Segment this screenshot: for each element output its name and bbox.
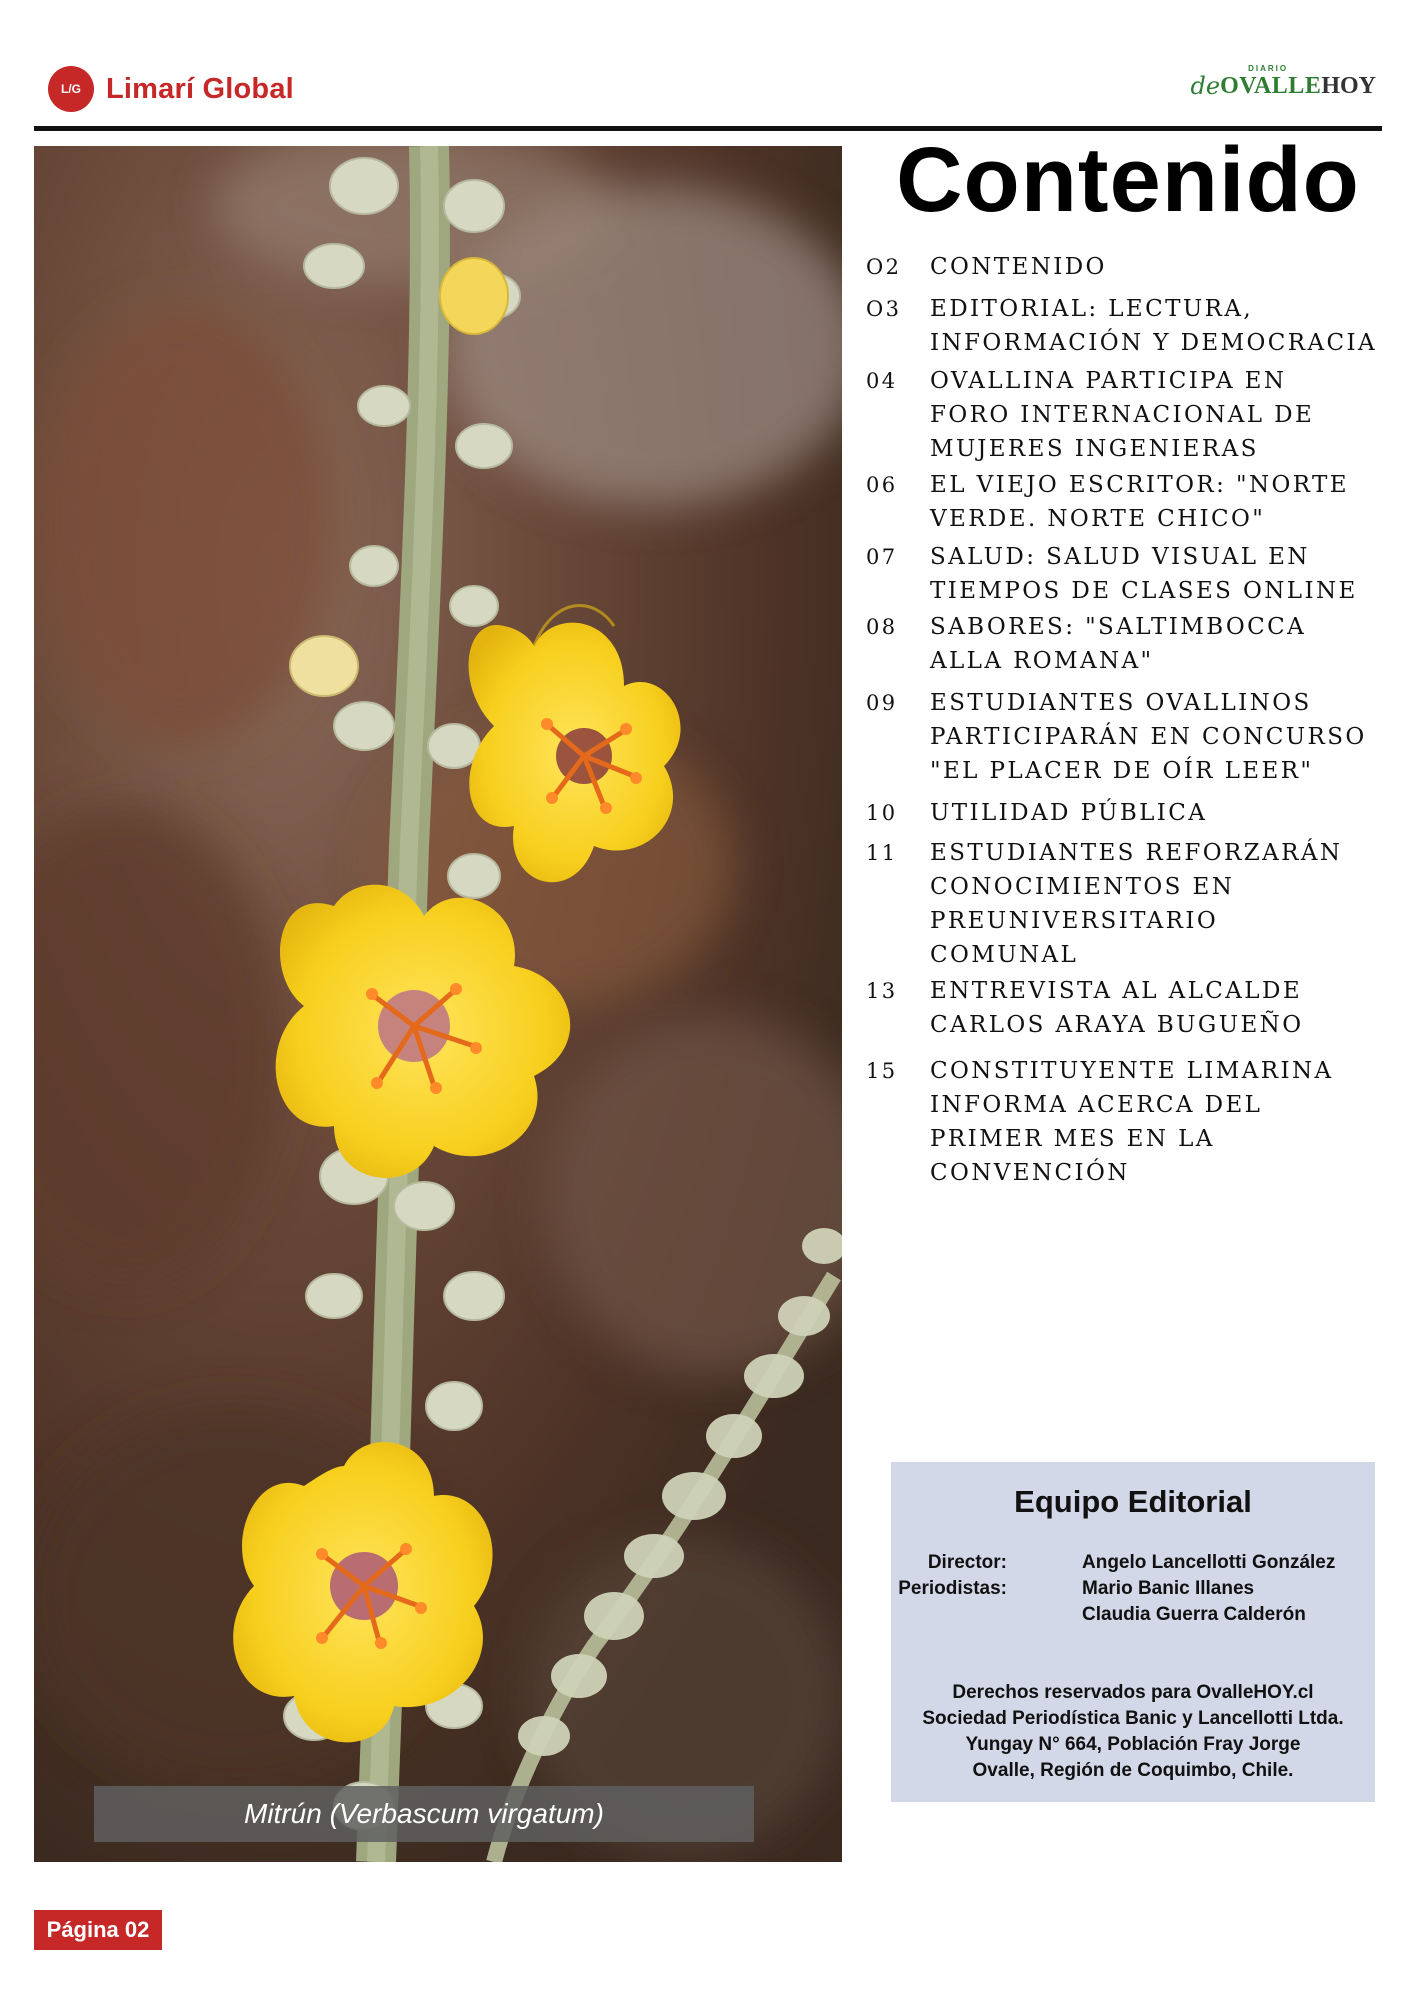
toc-item[interactable] [866, 610, 1390, 678]
toc-page-number: 11 [866, 841, 898, 865]
logo-ovalle [1220, 64, 1322, 100]
toc-title: ENTREVISTA AL ALCALDE CARLOS ARAYA BUGUEÑO [930, 978, 1304, 1038]
toc-page-number: 04 [866, 369, 898, 393]
logo-diario: DIARIO [1248, 64, 1289, 73]
toc-page-number: 09 [866, 691, 898, 715]
cover-photo [34, 146, 842, 1862]
rights-line: Ovalle, Región de Coquimbo, Chile. [972, 1760, 1294, 1781]
toc-page-number: 06 [866, 473, 898, 497]
editorial-title: Equipo Editorial [1014, 1484, 1252, 1519]
editorial-team-box [891, 1462, 1375, 1802]
rights-line: Derechos reservados para OvalleHOY.cl [952, 1682, 1314, 1703]
toc-title: CONSTITUYENTE LIMARINA INFORMA ACERCA DEL PRIMER MES EN LA CONVENCIÓN [930, 1058, 1334, 1186]
toc-page-number: 15 [866, 1059, 898, 1083]
director-row [891, 1550, 1375, 1576]
rights-line: Sociedad Periodística Banic y Lancellotti Ltda. [922, 1708, 1344, 1729]
toc-item[interactable] [866, 796, 1390, 830]
journalists-row [891, 1576, 1375, 1602]
toc-page-number: O2 [866, 255, 902, 279]
journalists-label: Periodistas: [898, 1578, 1007, 1599]
toc-item[interactable] [866, 292, 1390, 360]
editorial-staff [891, 1550, 1375, 1628]
rights-notice [891, 1680, 1375, 1784]
lg-badge: L/G [48, 66, 94, 112]
photo-caption: Mitrún (Verbascum virgatum) [244, 1798, 604, 1829]
toc-title: EL VIEJO ESCRITOR: "NORTE VERDE. NORTE CHICO" [930, 472, 1349, 532]
toc-page-number: 13 [866, 979, 898, 1003]
toc-title: SABORES: "SALTIMBOCCA ALLA ROMANA" [930, 614, 1307, 674]
limari-global-logo [48, 66, 294, 112]
logo-hoy: HOY [1321, 73, 1376, 99]
toc-item[interactable] [866, 250, 1390, 284]
toc-page-number: 07 [866, 545, 898, 569]
toc-title: CONTENIDO [930, 254, 1107, 280]
director-name: Angelo Lancellotti González [1082, 1552, 1336, 1573]
photo-caption-box [94, 1786, 754, 1842]
rights-line: Yungay N° 664, Población Fray Jorge [965, 1734, 1301, 1755]
flower-illustration [34, 146, 842, 1862]
diario-ovalle-hoy-logo [1190, 64, 1376, 100]
toc-item[interactable] [866, 364, 1390, 466]
toc-title: ESTUDIANTES REFORZARÁN CONOCIMIENTOS EN PREUNIVERSITARIO COMUNAL [930, 840, 1343, 968]
toc-item[interactable] [866, 836, 1390, 972]
toc-item[interactable] [866, 540, 1390, 608]
toc-item[interactable] [866, 974, 1390, 1042]
toc-title: EDITORIAL: LECTURA, INFORMACIÓN Y DEMOCRACIA [930, 296, 1378, 356]
journalists-row-2 [891, 1602, 1375, 1628]
director-label: Director: [927, 1552, 1007, 1573]
contents-title: Contenido [896, 129, 1360, 231]
toc-page-number: O3 [866, 297, 902, 321]
toc-title: SALUD: SALUD VISUAL EN TIEMPOS DE CLASES ONLINE [930, 544, 1358, 604]
toc-page-number: 08 [866, 615, 898, 639]
journalist-name: Mario Banic Illanes [1082, 1578, 1255, 1599]
toc-title: OVALLINA PARTICIPA EN FORO INTERNACIONAL DE MUJERES INGENIERAS [930, 368, 1315, 462]
page-number-tag: Página 02 [34, 1910, 162, 1950]
logo-ovalle-text: OVALLE [1220, 73, 1322, 99]
toc-title: ESTUDIANTES OVALLINOS PARTICIPARÁN EN CONCURSO "EL PLACER DE OÍR LEER" [930, 690, 1367, 784]
journalist-name: Claudia Guerra Calderón [1082, 1604, 1306, 1625]
toc-title: UTILIDAD PÚBLICA [930, 800, 1208, 826]
toc-item[interactable] [866, 686, 1390, 788]
toc-item[interactable] [866, 1054, 1390, 1190]
toc-page-number: 10 [866, 801, 898, 825]
toc-item[interactable] [866, 468, 1390, 536]
logo-de: de [1190, 72, 1221, 100]
brand-name: Limarí Global [106, 72, 294, 105]
